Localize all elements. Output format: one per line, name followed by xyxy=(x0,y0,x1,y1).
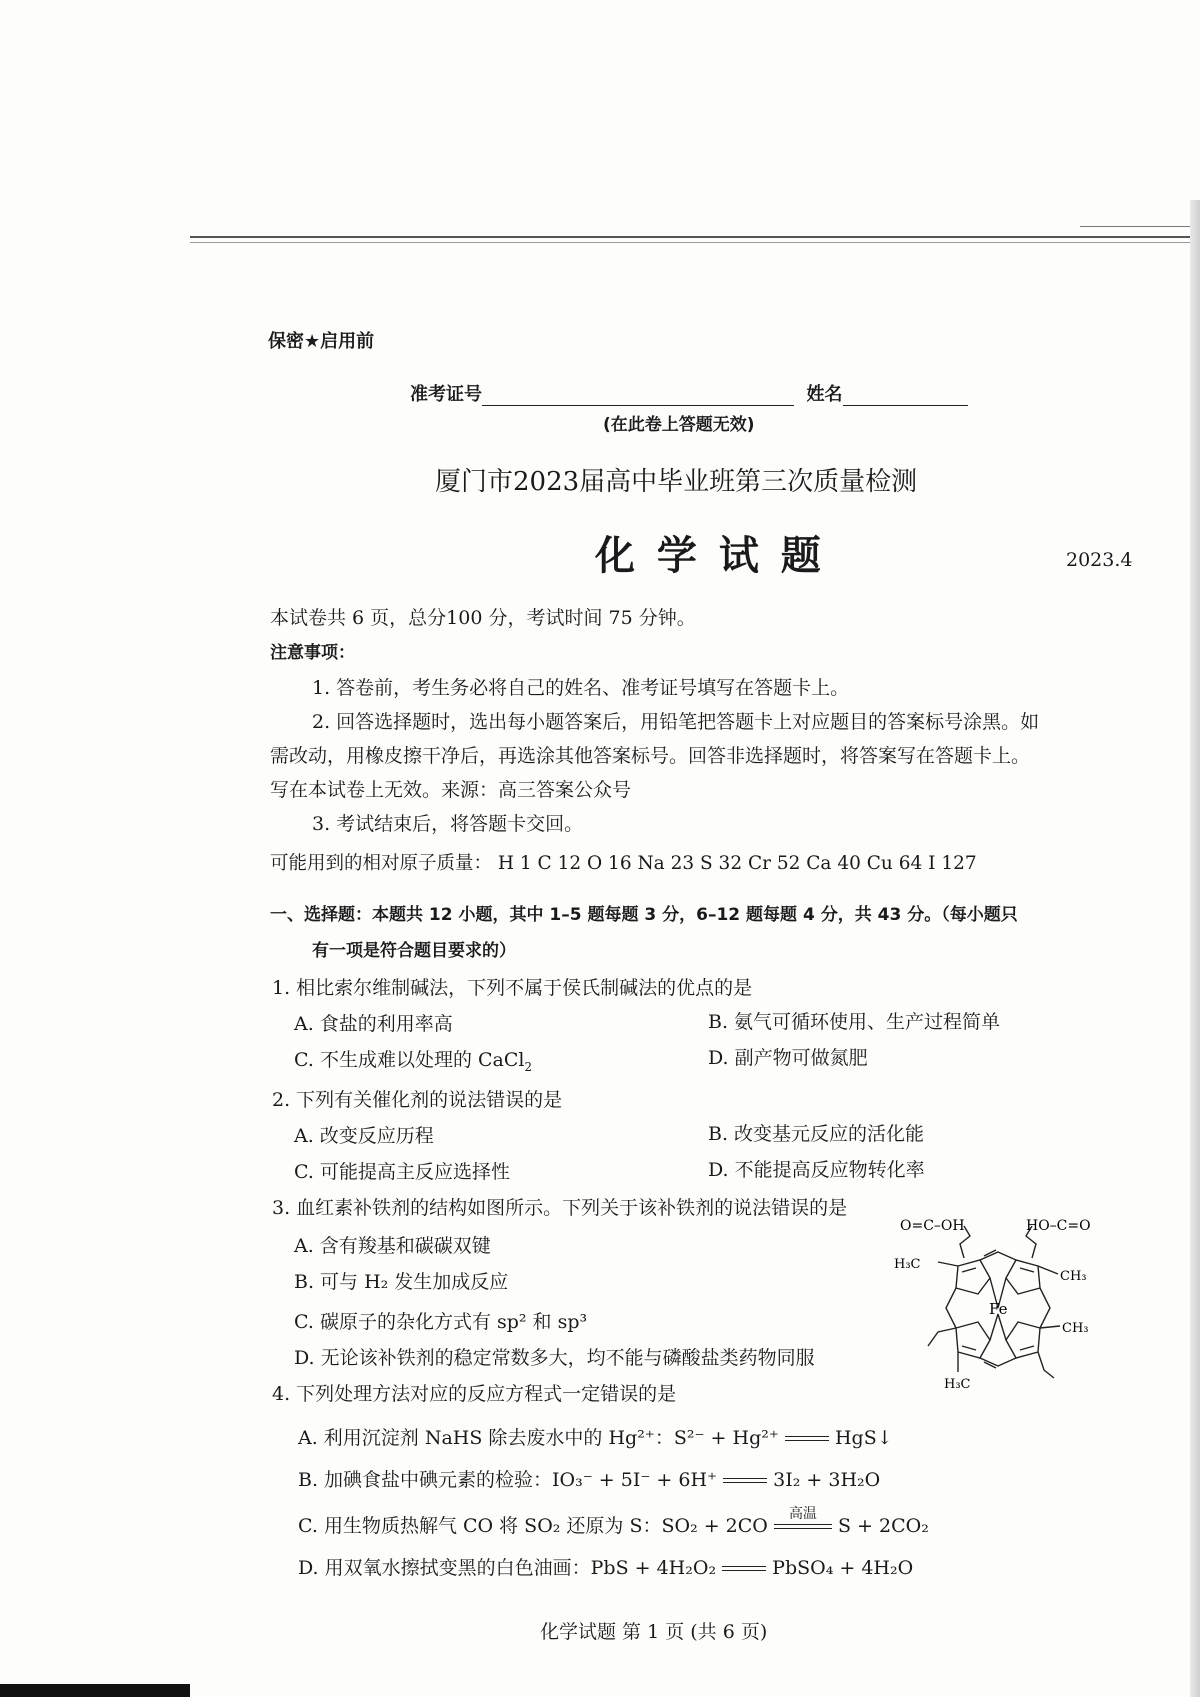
notes-heading: 注意事项： xyxy=(270,643,355,663)
q1-stem: 1. 相比索尔维制碱法，下列不属于侯氏制碱法的优点的是 xyxy=(272,977,753,999)
q4-option-c-product: S + 2CO₂ xyxy=(837,1515,929,1537)
equilibrium-sign xyxy=(722,1564,766,1574)
q1-option-b[interactable]: B. 氨气可循环使用、生产过程简单 xyxy=(708,1011,1001,1033)
exam-id-label: 准考证号 xyxy=(410,384,482,405)
q2-option-d[interactable]: D. 不能提高反应物转化率 xyxy=(708,1159,925,1181)
equilibrium-sign xyxy=(785,1434,829,1444)
q4-option-b-text: B. 加碘食盐中碘元素的检验：IO₃⁻ + 5I⁻ + 6H⁺ xyxy=(298,1469,718,1491)
scan-edge xyxy=(1190,200,1200,1697)
h3c-bottom-label: H₃C xyxy=(944,1377,971,1392)
ch3-right-top-label: CH₃ xyxy=(1060,1269,1087,1284)
exam-id-row xyxy=(410,383,968,406)
name-blank[interactable] xyxy=(843,385,968,406)
note-3: 3. 考试结束后，将答题卡交回。 xyxy=(312,813,584,835)
section-1-line-2: 有一项是符合题目要求的） xyxy=(312,941,516,961)
name-label: 姓名 xyxy=(806,384,843,405)
cooh-right-label: HO–C=O xyxy=(1026,1218,1091,1234)
q4-option-c-text: C. 用生物质热解气 CO 将 SO₂ 还原为 S：SO₂ + 2CO xyxy=(298,1515,768,1537)
q4-option-d[interactable] xyxy=(298,1556,913,1581)
q2-option-a[interactable]: A. 改变反应历程 xyxy=(294,1125,434,1147)
note-2-line-2: 需改动，用橡皮擦干净后，再选涂其他答案标号。回答非选择题时，将答案写在答题卡上。 xyxy=(270,745,1031,767)
exam-id-blank[interactable] xyxy=(482,385,794,406)
q4-option-a-text: A. 利用沉淀剂 NaHS 除去废水中的 Hg²⁺：S²⁻ + Hg²⁺ xyxy=(298,1427,779,1449)
confidential-mark: 保密★启用前 xyxy=(268,331,375,352)
q4-option-a-product: HgS↓ xyxy=(834,1427,893,1449)
note-1: 1. 答卷前，考生务必将自己的姓名、准考证号填写在答题卡上。 xyxy=(312,677,850,699)
section-1-line-1: 一、选择题：本题共 12 小题，其中 1–5 题每题 3 分，6–12 题每题 4 分，共 43 分。（每小题只 xyxy=(270,905,1018,925)
scan-artifact-bar xyxy=(0,1684,190,1697)
q4-option-c[interactable] xyxy=(298,1506,929,1539)
q4-option-b-product: 3I₂ + 3H₂O xyxy=(773,1469,881,1491)
q3-option-c[interactable]: C. 碳原子的杂化方式有 sp² 和 sp³ xyxy=(294,1311,588,1333)
q3-stem: 3. 血红素补铁剂的结构如图所示。下列关于该补铁剂的说法错误的是 xyxy=(272,1197,848,1219)
q4-option-a[interactable] xyxy=(298,1426,893,1451)
top-rule xyxy=(190,236,1190,238)
q4-option-d-product: PbSO₄ + 4H₂O xyxy=(772,1557,914,1579)
ch3-right-bottom-label: CH₃ xyxy=(1062,1321,1089,1336)
fe-label: Fe xyxy=(989,1300,1008,1318)
exam-name: 厦门市2023届高中毕业班第三次质量检测 xyxy=(435,467,918,497)
intro-text: 本试卷共 6 页，总分100 分，考试时间 75 分钟。 xyxy=(270,607,696,629)
invalid-note: (在此卷上答题无效) xyxy=(603,415,755,435)
top-rule-right xyxy=(1080,226,1190,227)
q2-stem: 2. 下列有关催化剂的说法错误的是 xyxy=(272,1089,563,1111)
note-2-line-1: 2. 回答选择题时，选出每小题答案后，用铅笔把答题卡上对应题目的答案标号涂黑。如 xyxy=(312,711,1040,733)
q4-option-d-text: D. 用双氧水擦拭变黑的白色油画：PbS + 4H₂O₂ xyxy=(298,1557,717,1579)
atomic-masses: 可能用到的相对原子质量： H 1 C 12 O 16 Na 23 S 32 Cr 52 Ca 40 Cu 64 I 127 xyxy=(270,853,977,874)
q3-option-d[interactable]: D. 无论该补铁剂的稳定常数多大，均不能与磷酸盐类药物同服 xyxy=(294,1347,815,1369)
q2-option-c[interactable]: C. 可能提高主反应选择性 xyxy=(294,1161,510,1183)
q1-option-c[interactable] xyxy=(294,1048,532,1073)
q2-option-b[interactable]: B. 改变基元反应的活化能 xyxy=(708,1123,925,1145)
q4-stem: 4. 下列处理方法对应的反应方程式一定错误的是 xyxy=(272,1383,677,1405)
note-2-line-3: 写在本试卷上无效。来源：高三答案公众号 xyxy=(270,779,632,801)
q1-option-c-text: C. 不生成难以处理的 CaCl xyxy=(294,1049,525,1071)
q1-option-c-subscript: 2 xyxy=(524,1059,532,1074)
q4-option-b[interactable] xyxy=(298,1468,880,1493)
q3-option-b[interactable]: B. 可与 H₂ 发生加成反应 xyxy=(294,1271,509,1293)
page-footer: 化学试题 第 1 页 (共 6 页) xyxy=(540,1621,768,1643)
subject-title: 化 学 试 题 xyxy=(595,532,825,579)
q3-option-a[interactable]: A. 含有羧基和碳碳双键 xyxy=(294,1235,491,1257)
reaction-condition: 高温 xyxy=(788,1506,817,1522)
q1-option-d[interactable]: D. 副产物可做氮肥 xyxy=(708,1047,868,1069)
equilibrium-sign xyxy=(723,1476,767,1486)
cooh-left-label: O=C–OH xyxy=(900,1218,965,1234)
heme-structure-diagram xyxy=(894,1218,1098,1402)
exam-date: 2023.4 xyxy=(1066,549,1133,571)
top-rule-thin xyxy=(190,242,1190,243)
q1-option-a[interactable]: A. 食盐的利用率高 xyxy=(294,1013,453,1035)
reaction-condition-sign xyxy=(774,1506,832,1532)
h3c-left-label: H₃C xyxy=(894,1257,921,1272)
